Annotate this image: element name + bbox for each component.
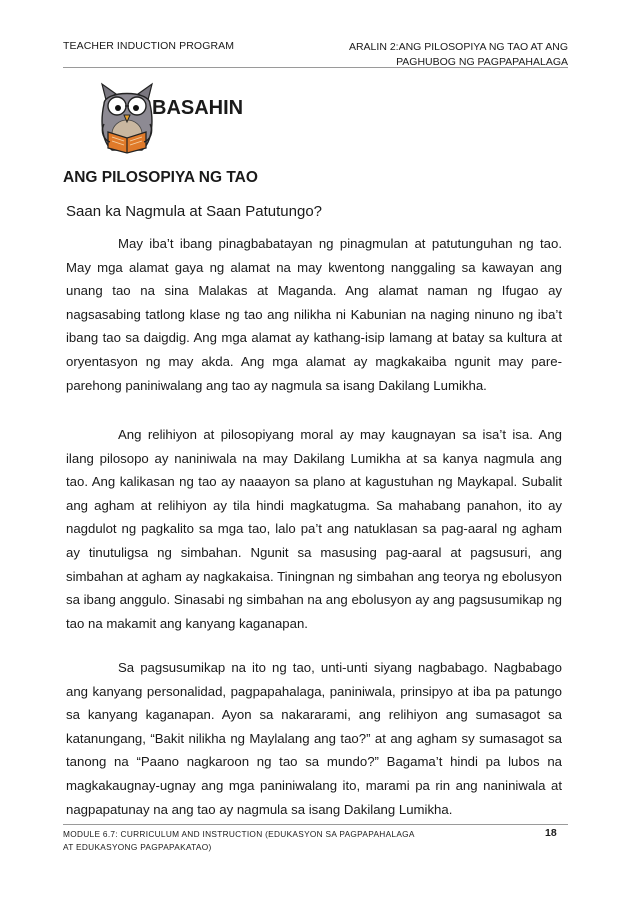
- paragraph-2: Ang relihiyon at pilosopiyang moral ay may kaugnayan sa isa’t isa. Ang ilang pilosopo ay naniniwala na may Dakilang Lumikha at sa kanya nagmula ang tao. Ang kalikasan ng tao ay naaayon sa plano at kagustuhan ng Maykapal. Subalit ang agham at relihiyon ay tila hindi magkatugma. Sa mahabang panahon, ito ay nagdulot ng pagkalito sa mga tao, lalo pa’t ang natuklasan sa pag-aaral ng agham ay tinutuligsa ng simbahan. Ngunit sa masusing pag-aaral at pagsusuri, ang simbahan at agham ay nagkakaisa. Tiningnan ng simbahan ang teorya ng ebolusyon sa ibang anggulo. Sinasabi ng simbahan na ang ebolusyon ay ang pagsusumikap ng tao na makamit ang kanyang kaganapan.: [66, 427, 562, 631]
- header-lesson-line-1: ARALIN 2:ANG PILOSOPIYA NG TAO AT ANG: [348, 41, 568, 53]
- footer-module-line-1: MODULE 6.7: CURRICULUM AND INSTRUCTION (EDUKASYON SA PAGPAPAHALAGA: [63, 829, 415, 839]
- footer-module-title: [63, 828, 453, 854]
- page-number: 18: [545, 827, 557, 839]
- section-title: ANG PILOSOPIYA NG TAO: [63, 169, 258, 186]
- footer-module-line-2: AT EDUKASYONG PAGPAPAKATAO): [63, 842, 212, 852]
- header-divider: [63, 67, 568, 68]
- header-lesson-title: [330, 40, 568, 70]
- footer-divider: [63, 824, 568, 825]
- header-program-title: TEACHER INDUCTION PROGRAM: [63, 40, 235, 52]
- section-subtitle: Saan ka Nagmula at Saan Patutungo?: [66, 203, 323, 220]
- paragraph-3: Sa pagsusumikap na ito ng tao, unti-unti siyang nagbabago. Nagbabago ang kanyang personalidad, pagpapahalaga, paniniwala, prinsipyo at iba pa patungo sa kanyang kaganapan. Ayon sa nakararami, ang relihiyon ang sumasagot sa katanungang, “Bakit nilikha ng Maylalang ang tao?” at ang agham sy sumasagot sa tanong na “Paano nagkaroon ng tao sa mundo?” Bagama’t hindi pa lubos na magkakaugnay-ugnay ang mga paniniwalang ito, marami pa rin ang naniniwala at nagpapatunay na ang tao ay nagmula sa isang Dakilang Lumikha.: [66, 660, 562, 817]
- paragraph-1: May iba’t ibang pinagbabatayan ng pinagmulan at patutunguhan ng tao. May mga alamat gaya ng alamat na may kwentong nanggaling sa kawayan ang unang tao na sina Malakas at Maganda. Ang alamat naman ng Ifugao ay nagsasabing tatlong klase ng tao ang nilikha ni Kabunian na naging ninuno ng iba’t ibang tao sa daigdig. Ang mga alamat ay kathang-isip lamang at batay sa kultura at oryentasyon ng may akda. Ang mga alamat ay magkakaiba ngunit may pare-parehong paniniwalang ang tao ay nagmula sa isang Dakilang Lumikha.: [66, 236, 562, 393]
- owl-reading-book-icon: [98, 82, 156, 154]
- header-lesson-line-2: PAGHUBOG NG PAGPAPAHALAGA: [396, 56, 568, 68]
- basahin-heading: BASAHIN: [152, 97, 244, 119]
